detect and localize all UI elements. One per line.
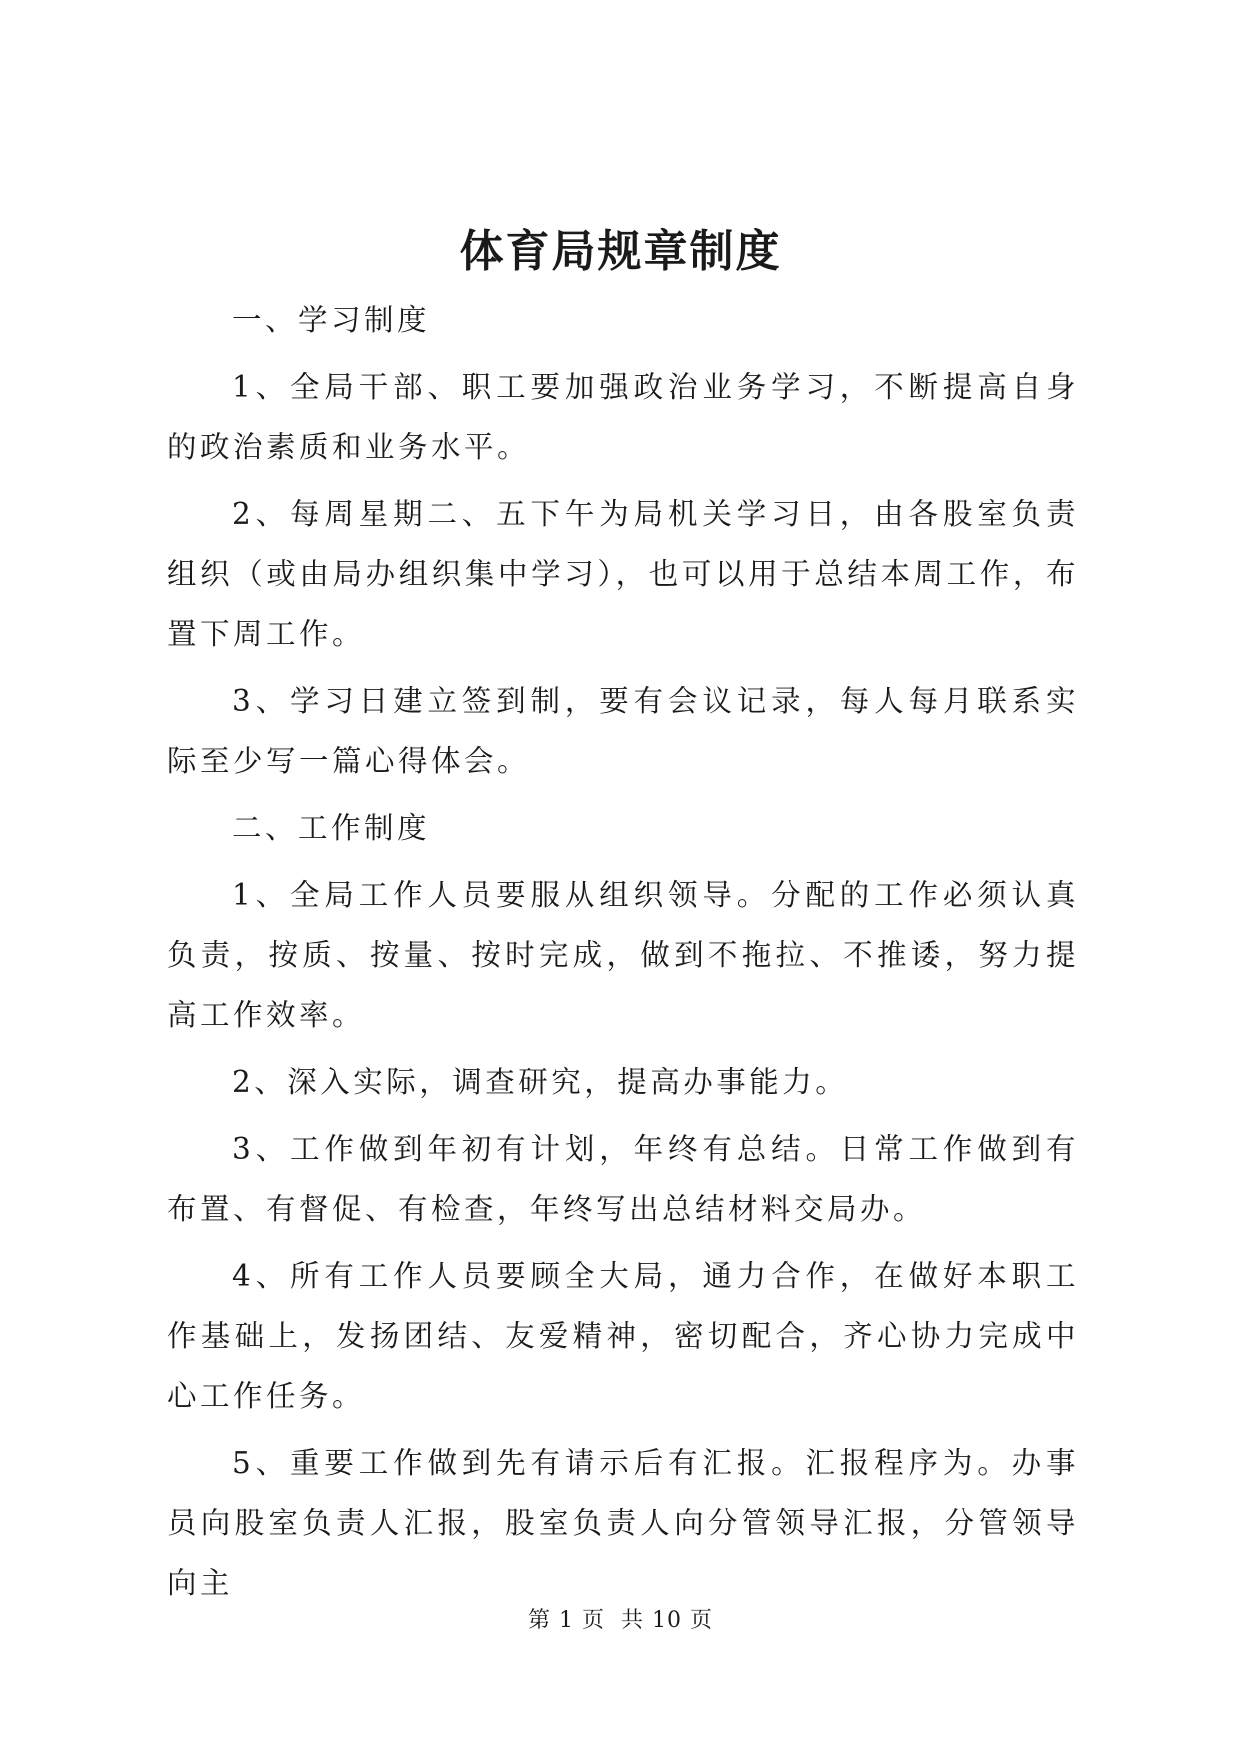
paragraph: 2、深入实际，调查研究，提高办事能力。 bbox=[232, 1065, 849, 1099]
page-footer bbox=[0, 1606, 1241, 1636]
page-number-label: 第 1 页 共 10 页 bbox=[528, 1608, 713, 1633]
paragraph: 4、所有工作人员要顾全大局，通力合作，在做好本职工作基础上，发扬团结、友爱精神，密切配合，齐心协力完成中心工作任务。 bbox=[167, 1259, 1079, 1413]
paragraph: 1、全局工作人员要服从组织领导。分配的工作必须认真负责，按质、按量、按时完成，做到不拖拉、不推诿，努力提高工作效率。 bbox=[167, 878, 1079, 1032]
paragraph: 2、每周星期二、五下午为局机关学习日，由各股室负责组织（或由局办组织集中学习），也可以用于总结本周工作，布置下周工作。 bbox=[167, 497, 1079, 651]
paragraph: 1、全局干部、职工要加强政治业务学习，不断提高自身的政治素质和业务水平。 bbox=[167, 370, 1079, 464]
paragraph: 3、学习日建立签到制，要有会议记录，每人每月联系实际至少写一篇心得体会。 bbox=[167, 684, 1079, 778]
document-title: 体育局规章制度 bbox=[459, 226, 782, 277]
section-heading-study: 一、学习制度 bbox=[232, 303, 431, 337]
section-heading-work: 二、工作制度 bbox=[232, 811, 431, 845]
paragraph: 3、工作做到年初有计划，年终有总结。日常工作做到有布置、有督促、有检查，年终写出总结材料交局办。 bbox=[167, 1132, 1079, 1226]
document-body bbox=[167, 290, 1079, 1620]
paragraph: 5、重要工作做到先有请示后有汇报。汇报程序为。办事员向股室负责人汇报，股室负责人向分管领导汇报，分管领导向主 bbox=[167, 1446, 1079, 1600]
